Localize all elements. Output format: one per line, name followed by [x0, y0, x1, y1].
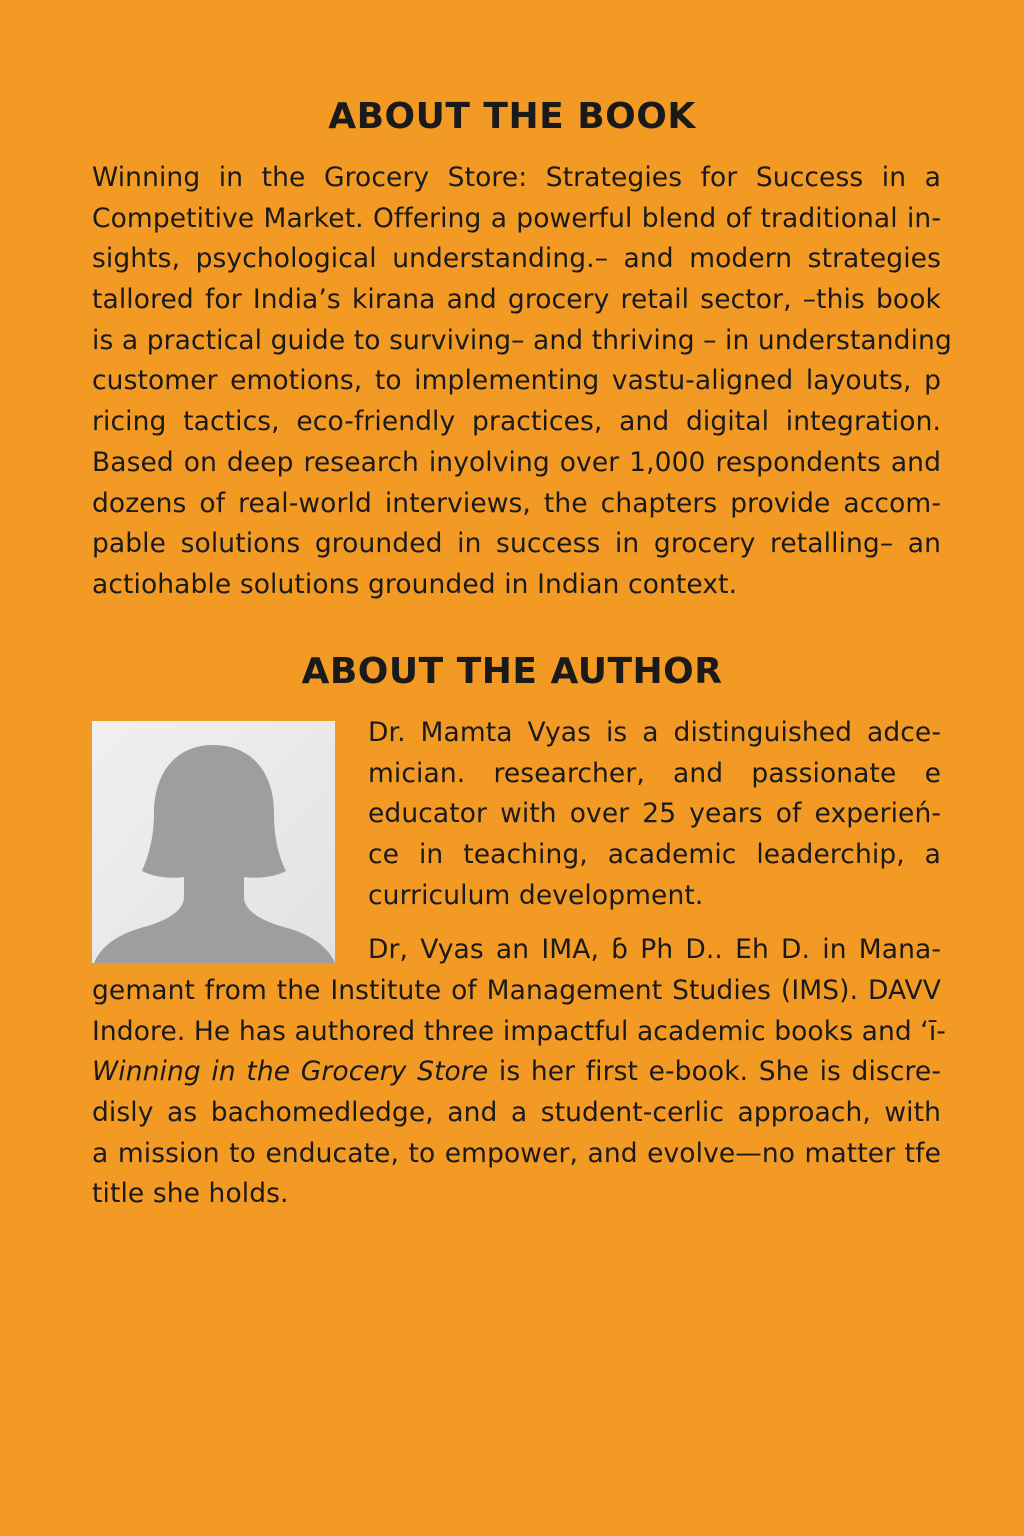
about-book-heading: ABOUT THE BOOK	[328, 96, 696, 137]
author-bio-paragraph-2	[92, 971, 946, 1215]
author-text-fragment: is her first e-book. She is discre-	[488, 1056, 941, 1088]
book-text-line: Competitive Market. Offering a powerful blend of traditional in-	[92, 202, 941, 234]
person-silhouette-icon	[92, 721, 335, 963]
author-bio-paragraph-2-start	[368, 930, 941, 971]
book-title-italic: Winning in the Grocery Store	[92, 1056, 489, 1088]
book-text-line: Winning in the Grocery Store: Strategies for Success in a	[92, 162, 941, 193]
author-photo-placeholder	[92, 721, 335, 963]
book-text-line: Based on deep research inyolving over 1,000 respondents and	[92, 446, 941, 478]
author-text-line: a mission to enducate, to empower, and evolve—no matter tfe	[92, 1137, 941, 1169]
book-text-line: actiohable solutions grounded in Indian context.	[92, 568, 738, 600]
author-bio-paragraph-1	[368, 713, 941, 916]
author-text-line: mician. researcher, and passionate e	[368, 757, 941, 789]
book-text-line: customer emotions, to implementing vastu-aligned layouts, p	[92, 365, 941, 397]
author-text-line: Dr, Vyas an IMA, ɓ Ph D.. Eh D. in Mana-	[368, 934, 941, 965]
book-text-line: is a practical guide to surviving– and thriving – in understanding	[92, 324, 952, 356]
author-text-line: disly as bachomedledge, and a student-cerlic approach, with	[92, 1097, 941, 1129]
book-text-line: pable solutions grounded in success in grocery retalling– an	[92, 528, 941, 560]
author-text-line: curriculum development.	[368, 879, 704, 911]
book-text-line: sights, psychological understanding.– and modern strategies	[92, 243, 941, 275]
author-text-line: Dr. Mamta Vyas is a distinguished adce-	[368, 717, 941, 748]
book-text-line: tallored for India’s kirana and grocery retail sector, –this book	[92, 284, 941, 316]
author-text-line: educator with over 25 years of experień-	[368, 798, 941, 830]
book-text-line: ricing tactics, eco-friendly practices, and digital integration.	[92, 406, 941, 438]
author-text-line: ce in teaching, academic leaderchip, a	[368, 839, 941, 871]
author-text-line: title she holds.	[92, 1178, 289, 1210]
about-author-heading: ABOUT THE AUTHOR	[301, 651, 723, 692]
author-text-line: Indore. He has authored three impactful academic books and ‘ī-	[92, 1015, 946, 1047]
author-text-line: gemant from the Institute of Management Studies (IMS). DAVV	[92, 975, 941, 1006]
about-book-text	[92, 158, 952, 606]
author-text-line-with-title	[92, 1052, 941, 1093]
book-text-line: dozens of real-world interviews, the chapters provide accom-	[92, 487, 941, 519]
